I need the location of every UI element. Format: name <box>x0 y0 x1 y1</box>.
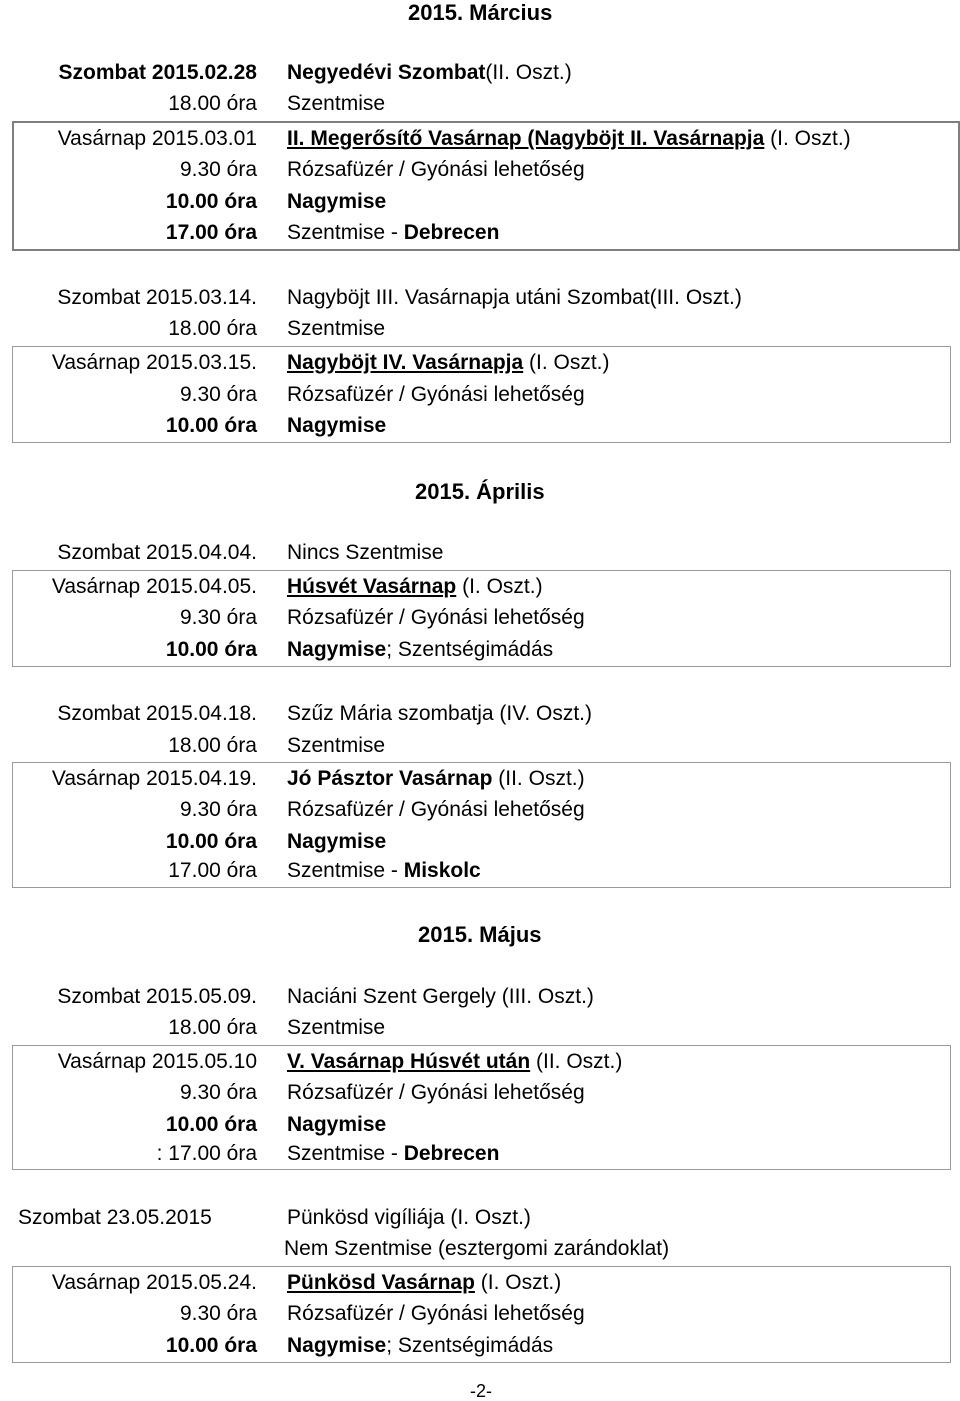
time-label: 18.00 óra <box>168 317 257 340</box>
event-label: Szentmise <box>287 317 386 340</box>
event-title: Pünkösd vigíliája (I. Oszt.) <box>287 1206 531 1229</box>
date-label: Vasárnap 2015.04.05. <box>51 575 257 598</box>
event-label: Nagymise <box>287 1113 387 1136</box>
time-label: 17.00 óra <box>165 221 257 244</box>
time-label: 10.00 óra <box>165 190 257 213</box>
time-label: 18.00 óra <box>168 92 257 115</box>
time-label: 9.30 óra <box>179 798 257 821</box>
date-label: Szombat 23.05.2015 <box>18 1206 212 1229</box>
month-heading-april: 2015. Április <box>415 479 545 504</box>
date-label: Vasárnap 2015.03.15. <box>51 351 257 374</box>
date-label: Szombat 2015.03.14. <box>57 286 257 309</box>
time-label: 9.30 óra <box>179 1302 257 1325</box>
page-number: -2- <box>470 1381 492 1401</box>
event-label: Szentmise - Debrecen <box>287 1142 500 1165</box>
event-title: Nagyböjt III. Vasárnapja utáni Szombat(III. Oszt.) <box>287 286 742 309</box>
event-note: Nem Szentmise (esztergomi zarándoklat) <box>284 1237 670 1260</box>
event-title: Nincs Szentmise <box>287 541 444 564</box>
event-title: II. Megerősítő Vasárnap (Nagyböjt II. Vasárnapja (I. Oszt.) <box>287 127 851 150</box>
event-label: Nagymise; Szentségimádás <box>287 638 554 661</box>
date-label: Szombat 2015.04.04. <box>57 541 257 564</box>
event-label: Nagymise <box>287 830 387 853</box>
event-title: Nagyböjt IV. Vasárnapja (I. Oszt.) <box>287 351 610 374</box>
time-label: 9.30 óra <box>179 158 257 181</box>
time-label: 18.00 óra <box>168 734 257 757</box>
time-label: 9.30 óra <box>179 606 257 629</box>
date-label: Szombat 2015.05.09. <box>57 985 257 1008</box>
time-label: 17.00 óra <box>168 859 257 882</box>
event-label: Szentmise - Miskolc <box>287 859 481 882</box>
date-label: Szombat 2015.02.28 <box>58 61 257 84</box>
event-label: Rózsafüzér / Gyónási lehetőség <box>287 383 585 406</box>
event-label: Rózsafüzér / Gyónási lehetőség <box>287 1081 585 1104</box>
time-label: 9.30 óra <box>179 1081 257 1104</box>
month-heading-may: 2015. Május <box>418 922 542 947</box>
date-label: Szombat 2015.04.18. <box>57 702 257 725</box>
event-title: Szűz Mária szombatja (IV. Oszt.) <box>287 702 592 725</box>
event-label: Nagymise <box>287 190 387 213</box>
event-label: Szentmise <box>287 92 386 115</box>
event-title: Jó Pásztor Vasárnap (II. Oszt.) <box>287 767 585 790</box>
date-label: Vasárnap 2015.05.24. <box>51 1271 257 1294</box>
time-label: 10.00 óra <box>165 414 257 437</box>
event-label: Rózsafüzér / Gyónási lehetőség <box>287 1302 585 1325</box>
date-label: Vasárnap 2015.03.01 <box>57 127 257 150</box>
time-label: 10.00 óra <box>165 1113 257 1136</box>
event-label: Nagymise <box>287 414 387 437</box>
event-title: Negyedévi Szombat(II. Oszt.) <box>287 61 572 84</box>
month-heading-march: 2015. Március <box>408 0 553 25</box>
event-label: Szentmise - Debrecen <box>287 221 500 244</box>
event-label: Rózsafüzér / Gyónási lehetőség <box>287 798 585 821</box>
date-label: Vasárnap 2015.05.10 <box>57 1050 257 1073</box>
time-label: 18.00 óra <box>168 1016 257 1039</box>
event-label: Rózsafüzér / Gyónási lehetőség <box>287 158 585 181</box>
event-title: Húsvét Vasárnap (I. Oszt.) <box>287 575 543 598</box>
time-label: : 17.00 óra <box>156 1142 257 1165</box>
event-label: Nagymise; Szentségimádás <box>287 1334 554 1357</box>
time-label: 9.30 óra <box>179 383 257 406</box>
time-label: 10.00 óra <box>165 830 257 853</box>
event-title: Naciáni Szent Gergely (III. Oszt.) <box>287 985 594 1008</box>
time-label: 10.00 óra <box>165 1334 257 1357</box>
date-label: Vasárnap 2015.04.19. <box>51 767 257 790</box>
event-label: Rózsafüzér / Gyónási lehetőség <box>287 606 585 629</box>
event-title: Pünkösd Vasárnap (I. Oszt.) <box>287 1271 562 1294</box>
event-label: Szentmise <box>287 1016 386 1039</box>
time-label: 10.00 óra <box>165 638 257 661</box>
event-title: V. Vasárnap Húsvét után (II. Oszt.) <box>287 1050 623 1073</box>
event-label: Szentmise <box>287 734 386 757</box>
